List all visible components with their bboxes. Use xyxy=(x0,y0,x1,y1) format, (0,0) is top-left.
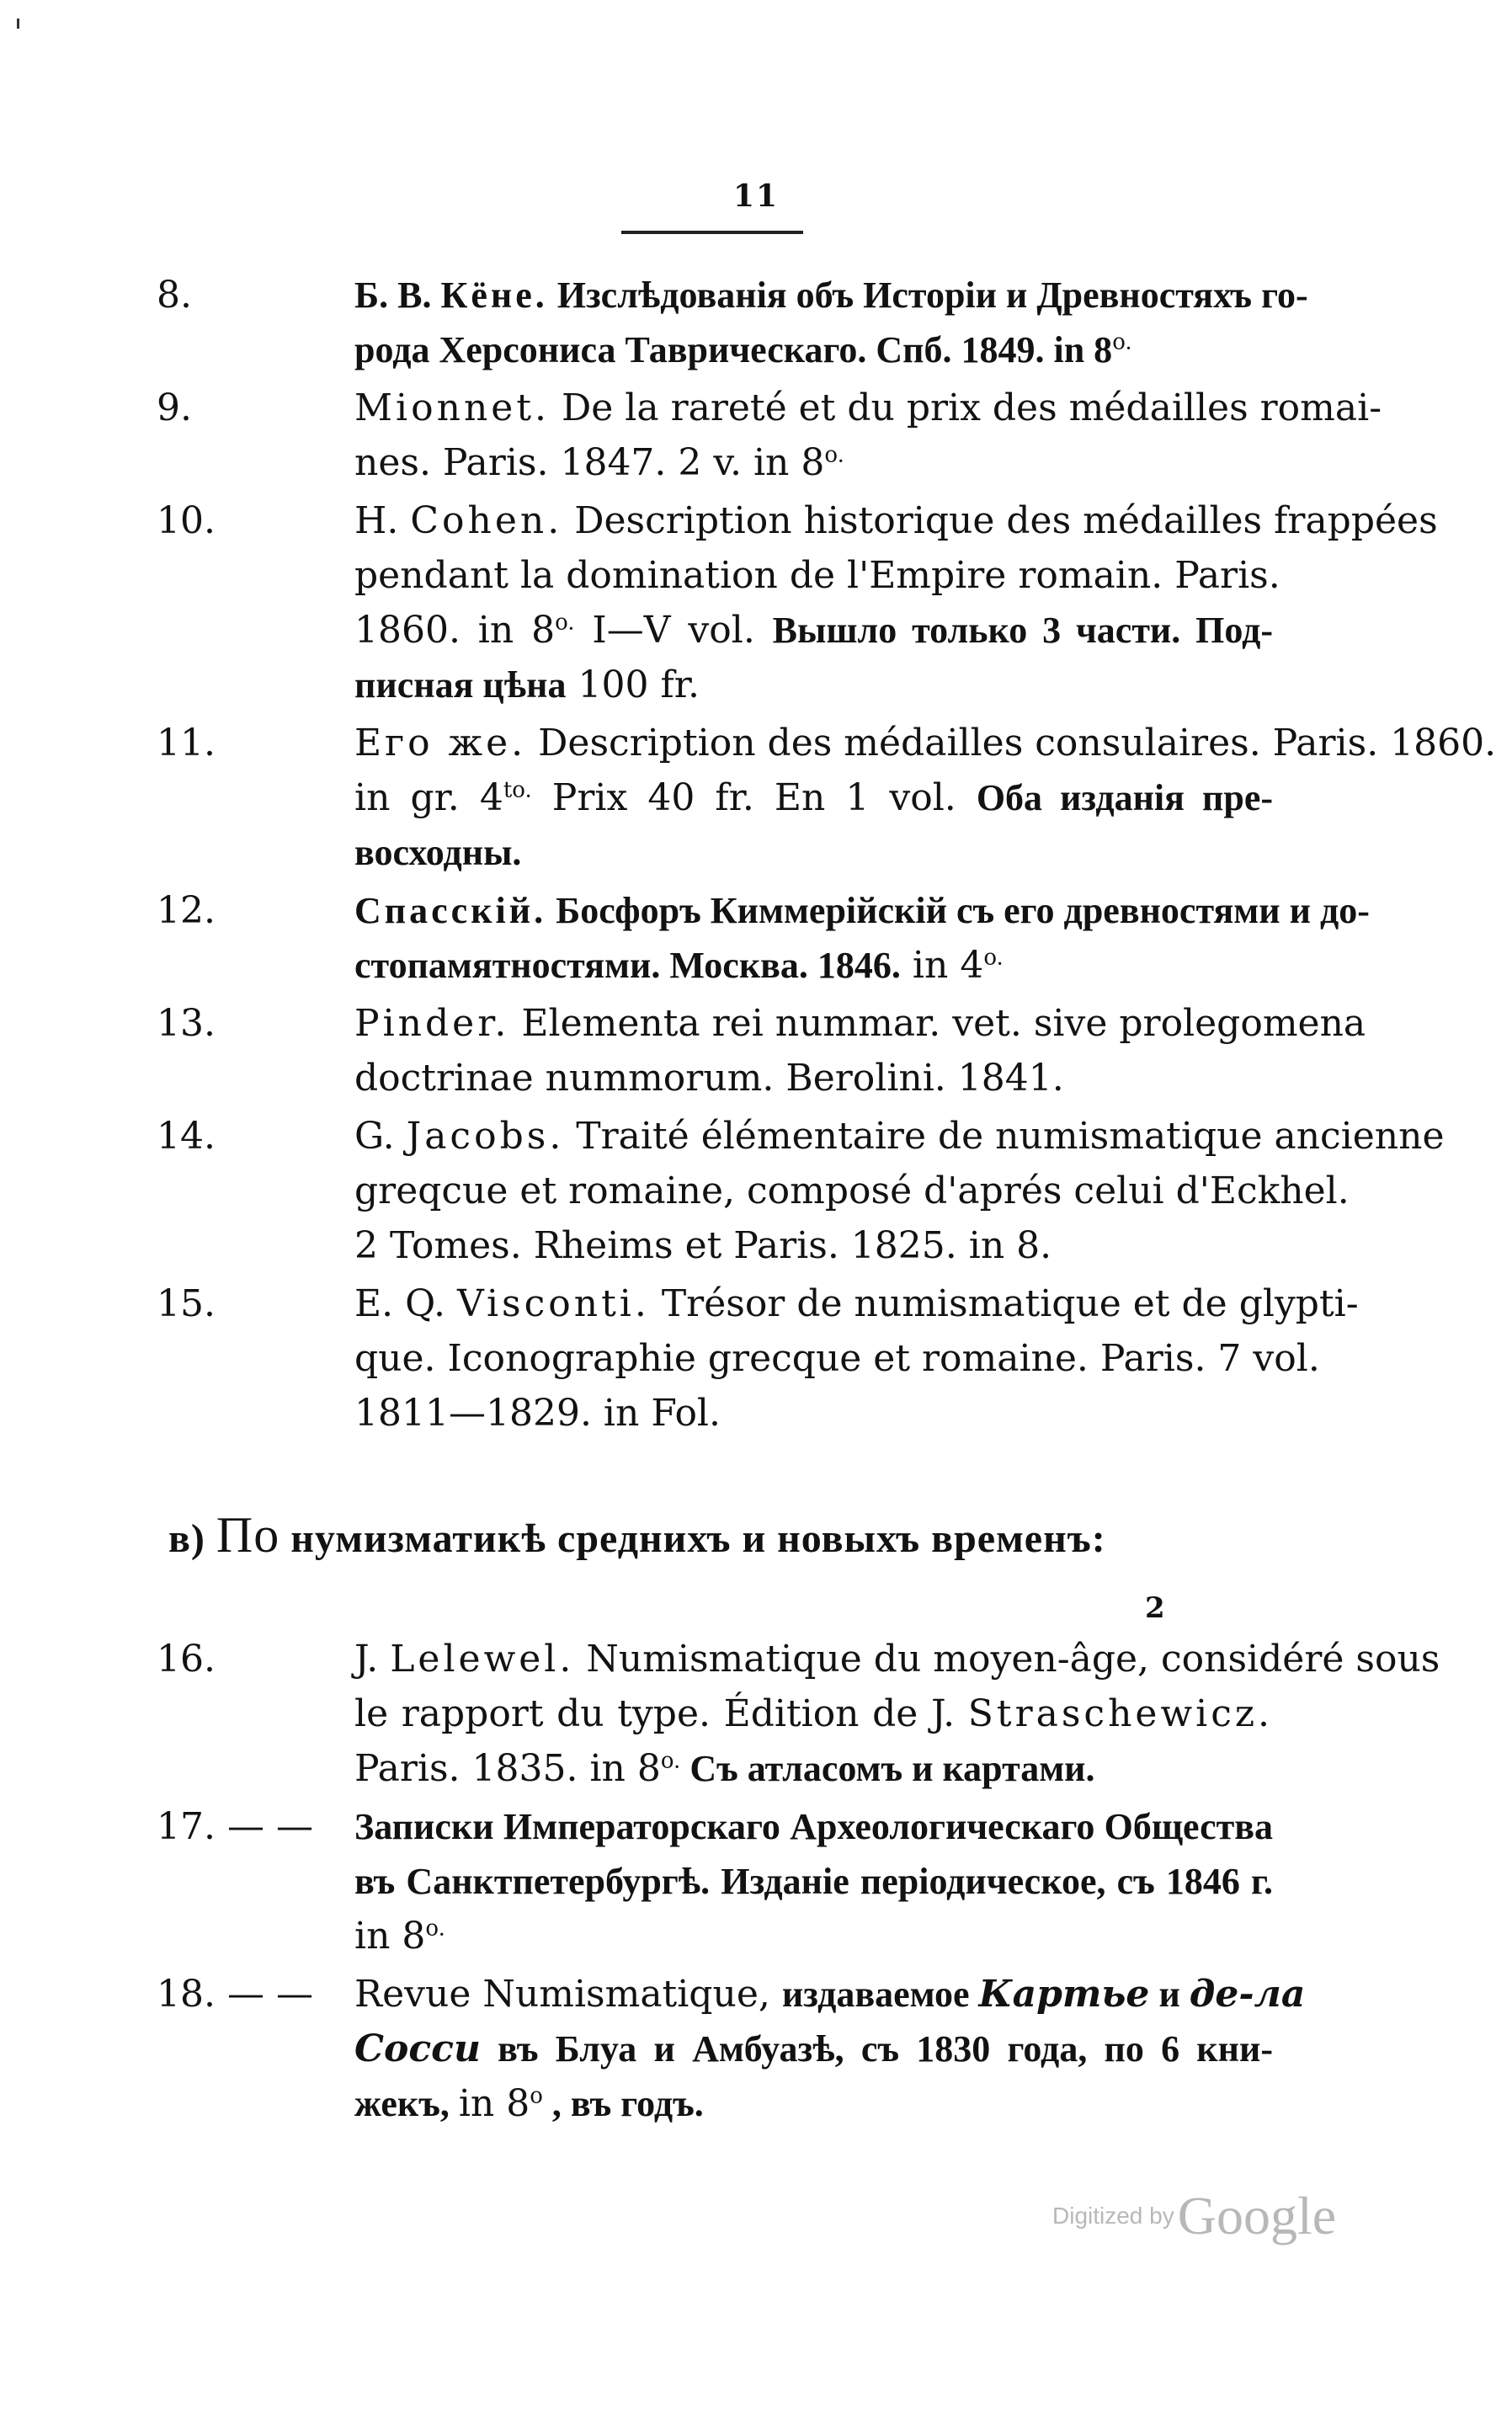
entry-line xyxy=(354,381,1382,435)
text-segment: , въ годъ. xyxy=(542,2083,704,2124)
section-cap: По xyxy=(216,1507,280,1563)
text-segment: Mionnet. xyxy=(354,386,550,429)
text-segment: H. xyxy=(354,499,411,542)
text-segment: рода Херсониса Таврическаго. Спб. 1849. in 8 xyxy=(354,329,1113,370)
entry-number: 9. xyxy=(157,386,192,429)
text-segment: que. Iconographie grecque et romaine. Paris. 7 vol. xyxy=(354,1337,1320,1380)
text-segment: Изслѣдованія объ Исторіи и Древностяхъ го- xyxy=(547,274,1308,316)
text-segment: 100 fr. xyxy=(566,663,700,706)
text-segment: greqcue et romaine, composé d'aprés celui d'Eckhel. xyxy=(354,1169,1350,1212)
text-segment: Jacobs. xyxy=(406,1115,565,1158)
entry-number: 12. xyxy=(157,889,216,932)
text-segment: Elementa rei nummar. vet. sive prolegomena xyxy=(509,1002,1366,1045)
bibliography-entry xyxy=(0,1799,1273,1963)
page-body xyxy=(0,268,1512,2134)
text-segment: J. xyxy=(354,1638,391,1681)
text-segment: Traité élémentaire de numismatique ancienne xyxy=(564,1115,1445,1158)
text-segment: Кёне. xyxy=(440,274,548,316)
text-segment: G. xyxy=(354,1115,407,1158)
text-segment: 1860. in 8 xyxy=(354,609,556,652)
entry-line xyxy=(354,493,1438,548)
entry-line xyxy=(354,268,1308,322)
text-segment: Съ атласомъ и картами. xyxy=(680,1748,1095,1789)
text-segment: Description des médailles consulaires. Paris. 1860. xyxy=(526,722,1497,764)
bibliography-entry xyxy=(0,1276,1359,1441)
text-segment: Numismatique du moyen-âge, considéré sous xyxy=(574,1638,1440,1681)
text-segment: le rapport du type. Édition de J. xyxy=(354,1692,968,1735)
text-segment: въ Санктпетербургѣ. Изданіе періодическое, съ 1846 г. xyxy=(354,1861,1273,1902)
entry-number: 13. xyxy=(157,1002,216,1045)
entry-line xyxy=(354,716,1497,770)
text-segment: in gr. 4 xyxy=(354,776,503,819)
bibliography-entry xyxy=(0,1109,1445,1273)
text-segment: pendant la domination de l'Empire romain. Paris. xyxy=(354,554,1280,597)
entry-line xyxy=(354,1741,1273,1796)
entry-line xyxy=(354,1164,1350,1218)
text-segment: де-ла xyxy=(1189,1973,1306,2016)
text-segment: Записки Императорскаго Археологическаго Общества xyxy=(354,1806,1273,1847)
entry-line xyxy=(354,1686,1273,1741)
text-segment: Сосси xyxy=(354,2027,481,2070)
entry-line xyxy=(354,603,1273,658)
text-segment: Lelewel. xyxy=(390,1638,575,1681)
google-logo: Google xyxy=(1177,2186,1337,2246)
text-segment: 1811—1829. in Fol. xyxy=(354,1392,721,1435)
entry-number: 15. xyxy=(157,1282,216,1325)
entry-line xyxy=(354,1854,1273,1909)
text-segment: писная цѣна xyxy=(354,664,567,706)
text-segment: to. xyxy=(503,777,532,803)
text-segment: и xyxy=(1149,1974,1190,2015)
text-segment: Картье xyxy=(978,1973,1150,2016)
entry-number: 16. xyxy=(157,1638,216,1681)
text-segment: Оба изданія пре- xyxy=(976,777,1274,818)
entry-number: 17. — — xyxy=(157,1805,313,1848)
text-segment: nes. Paris. 1847. 2 v. in 8 xyxy=(354,441,825,484)
entry-number: 11. xyxy=(157,722,216,764)
text-segment: o xyxy=(530,2083,543,2109)
text-segment: Visconti. xyxy=(456,1282,650,1325)
entry-line xyxy=(354,1331,1320,1386)
text-segment: o. xyxy=(983,945,1004,971)
scan-mark xyxy=(17,19,19,29)
text-segment: Description historique des médailles frappées xyxy=(562,499,1438,542)
text-segment: восходны. xyxy=(354,832,522,873)
header-rule xyxy=(621,231,803,234)
entry-number: 10. xyxy=(157,499,216,542)
bibliography-entry xyxy=(0,1967,1306,2131)
text-segment: Б. В. xyxy=(354,274,441,316)
entry-line xyxy=(354,658,1273,712)
entry-line xyxy=(354,1109,1445,1164)
text-segment: Cohen. xyxy=(410,499,563,542)
ancient-numismatics-list xyxy=(0,268,1512,1441)
text-segment: Revue Numismatique, xyxy=(354,1973,782,2016)
medieval-numismatics-list xyxy=(0,1632,1512,2131)
text-segment: in 4 xyxy=(900,944,984,987)
entry-line xyxy=(354,435,1273,490)
bibliography-entry xyxy=(0,1632,1440,1796)
entry-line xyxy=(354,548,1280,603)
section-heading xyxy=(168,1506,1512,1564)
text-segment: E. Q. xyxy=(354,1282,457,1325)
entry-line xyxy=(354,770,1273,825)
text-segment: Pinder. xyxy=(354,1002,510,1045)
digitized-watermark xyxy=(1052,2185,1336,2247)
text-segment: o. xyxy=(660,1748,681,1774)
text-segment: Prix 40 fr. En 1 vol. xyxy=(531,776,977,819)
text-segment: въ Блуа и Амбуазѣ, съ 1830 года, по 6 кни- xyxy=(480,2028,1273,2070)
entry-line xyxy=(354,1967,1306,2022)
section-prefix: в) xyxy=(168,1516,216,1561)
text-segment: o. xyxy=(824,442,844,468)
entry-line xyxy=(354,322,1273,377)
bibliography-entry xyxy=(0,493,1438,712)
entry-number: 14. xyxy=(157,1115,216,1158)
text-segment: издаваемое xyxy=(781,1974,979,2015)
text-segment: Босфоръ Киммерійскій съ его древностями и до- xyxy=(546,890,1370,931)
text-segment: Paris. 1835. in 8 xyxy=(354,1747,661,1790)
entry-line xyxy=(354,1909,1273,1963)
watermark-prefix: Digitized by xyxy=(1052,2203,1174,2229)
text-segment: стопамятностями. Москва. 1846. xyxy=(354,945,901,986)
entry-line xyxy=(354,1276,1359,1331)
entry-line xyxy=(354,2076,1273,2131)
text-segment: 2 Tomes. Rheims et Paris. 1825. in 8. xyxy=(354,1224,1052,1267)
entry-line xyxy=(354,1632,1440,1686)
text-segment: in 8 xyxy=(458,2082,530,2125)
entry-number: 8. xyxy=(157,274,192,317)
text-segment: Straschewicz. xyxy=(967,1692,1273,1735)
page-number: 11 xyxy=(732,178,780,214)
text-segment: Trésor de numismatique et de glypti- xyxy=(649,1282,1359,1325)
text-segment: doctrinae nummorum. Berolini. 1841. xyxy=(354,1057,1064,1100)
text-segment: Вышло только 3 части. Под- xyxy=(772,610,1274,651)
sheet-signature: 2 xyxy=(1145,1591,1165,1625)
text-segment: жекъ, xyxy=(354,2083,459,2124)
entry-line xyxy=(354,825,1273,880)
entry-line xyxy=(354,1386,1273,1441)
entry-line xyxy=(354,1051,1273,1105)
text-segment: De la rareté et du prix des médailles romai- xyxy=(550,386,1382,429)
bibliography-entry xyxy=(0,268,1308,377)
text-segment: o. xyxy=(1112,329,1132,355)
text-segment: in 8 xyxy=(354,1915,426,1958)
entry-line xyxy=(354,1799,1273,1854)
bibliography-entry xyxy=(0,883,1370,993)
text-segment: Его же. xyxy=(354,722,527,764)
entry-line xyxy=(354,2022,1273,2076)
text-segment: I—V vol. xyxy=(574,609,773,652)
text-segment: o. xyxy=(425,1915,445,1942)
bibliography-entry xyxy=(0,996,1366,1105)
text-segment: o. xyxy=(555,610,575,636)
entry-line xyxy=(354,1218,1273,1273)
entry-line xyxy=(354,938,1273,993)
entry-number: 18. — — xyxy=(157,1973,313,2016)
section-title: нумизматикѣ среднихъ и новыхъ временъ: xyxy=(280,1516,1106,1561)
entry-line xyxy=(354,883,1370,938)
bibliography-entry xyxy=(0,381,1382,490)
entry-line xyxy=(354,996,1366,1051)
text-segment: Спасскій. xyxy=(354,890,547,931)
bibliography-entry xyxy=(0,716,1497,880)
